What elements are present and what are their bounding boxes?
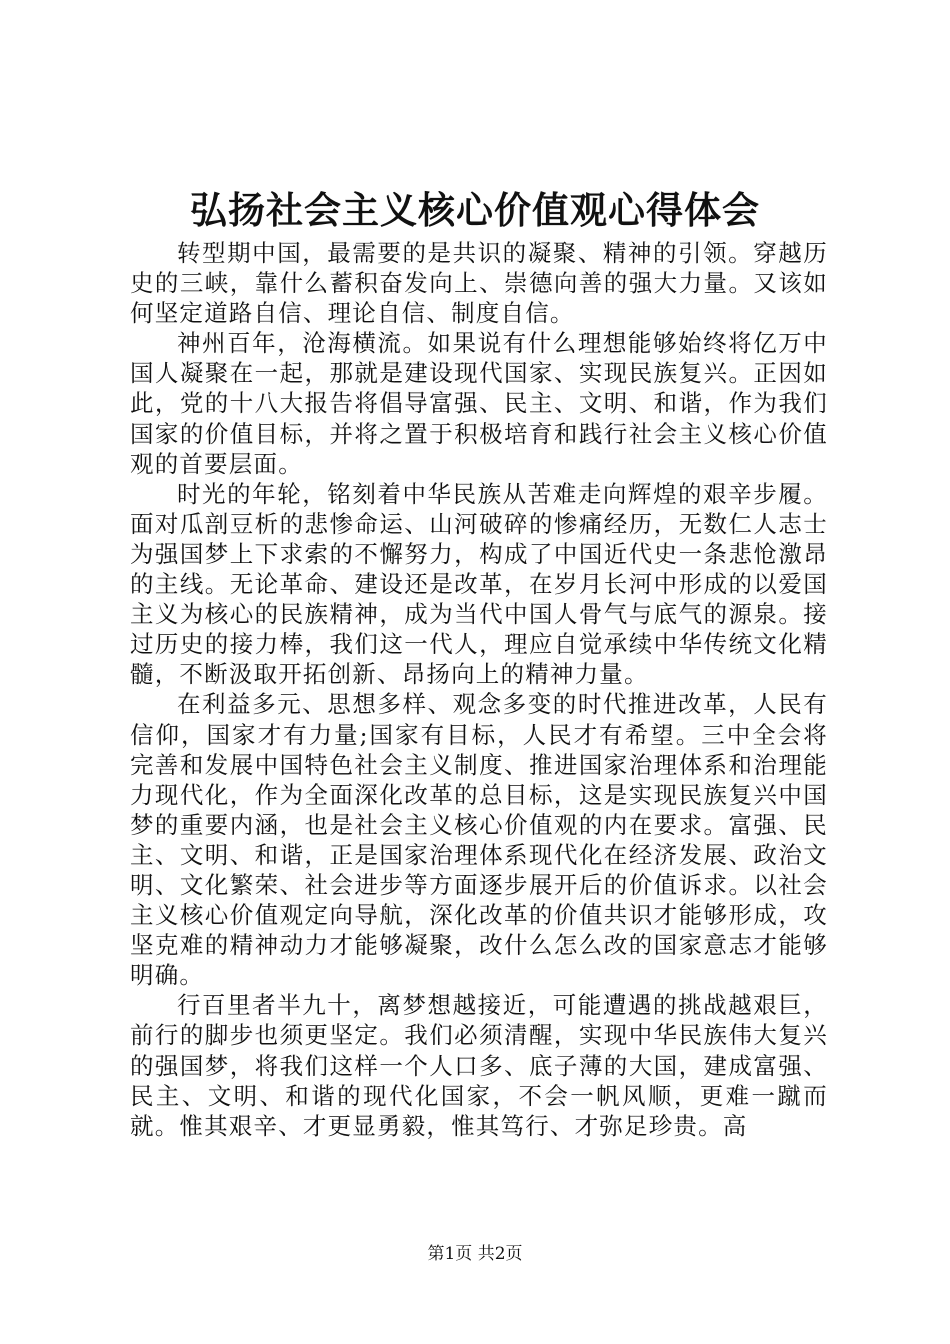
document-body xyxy=(130,238,828,1141)
paragraph: 在利益多元、思想多样、观念多变的时代推进改革，人民有信仰，国家才有力量;国家有目标，人民才有希望。三中全会将完善和发展中国特色社会主义制度、推进国家治理体系和治理能力现代化，作为全面深化改革的总目标，这是实现民族复兴中国梦的重要内涵，也是社会主义核心价值观的内在要求。富强、民主、文明、和谐，正是国家治理体系现代化在经济发展、政治文明、文化繁荣、社会进步等方面逐步展开后的价值诉求。以社会主义核心价值观定向导航，深化改革的价值共识才能够形成，攻坚克难的精神动力才能够凝聚，改什么怎么改的国家意志才能够明确。 xyxy=(130,690,828,990)
paragraph: 时光的年轮，铭刻着中华民族从苦难走向辉煌的艰辛步履。面对瓜剖豆析的悲惨命运、山河破碎的惨痛经历，无数仁人志士为强国梦上下求索的不懈努力，构成了中国近代史一条悲怆激昂的主线。无论革命、建设还是改革，在岁月长河中形成的以爱国主义为核心的民族精神，成为当代中国人骨气与底气的源泉。接过历史的接力棒，我们这一代人，理应自觉承续中华传统文化精髓，不断汲取开拓创新、昂扬向上的精神力量。 xyxy=(130,479,828,689)
page-number-footer: 第1页 共2页 xyxy=(427,1244,523,1264)
paragraph: 神州百年，沧海横流。如果说有什么理想能够始终将亿万中国人凝聚在一起，那就是建设现代国家、实现民族复兴。正因如此，党的十八大报告将倡导富强、民主、文明、和谐，作为我们国家的价值目标，并将之置于积极培育和践行社会主义核心价值观的首要层面。 xyxy=(130,329,828,478)
paragraph: 行百里者半九十，离梦想越接近，可能遭遇的挑战越艰巨，前行的脚步也须更坚定。我们必须清醒，实现中华民族伟大复兴的强国梦，将我们这样一个人口多、底子薄的大国，建成富强、民主、文明、和谐的现代化国家，不会一帆风顺，更难一蹴而就。惟其艰辛、才更显勇毅，惟其笃行、才弥足珍贵。高 xyxy=(130,991,828,1140)
paragraph: 转型期中国，最需要的是共识的凝聚、精神的引领。穿越历史的三峡，靠什么蓄积奋发向上、崇德向善的强大力量。又该如何坚定道路自信、理论自信、制度自信。 xyxy=(130,239,828,328)
document-title: 弘扬社会主义核心价值观心得体会 xyxy=(190,188,760,232)
